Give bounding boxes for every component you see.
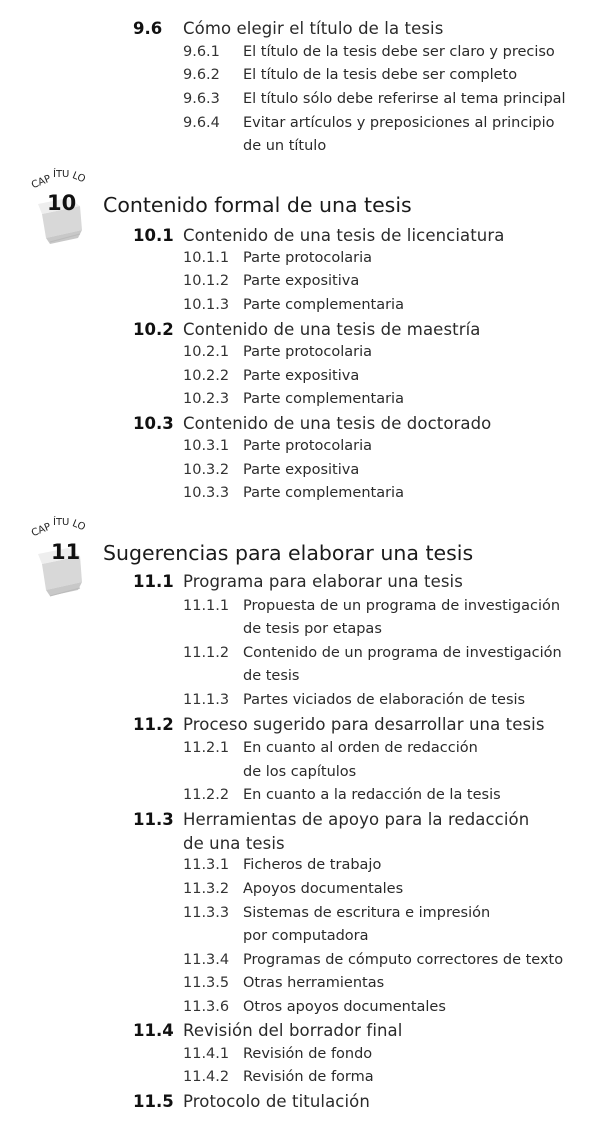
- subsection-title-continued: por computadora: [243, 928, 369, 944]
- section-title: Revisión del borrador final: [183, 1021, 403, 1040]
- section-title-continued: de una tesis: [183, 834, 285, 853]
- section-title: Proceso sugerido para desarrollar una tesis: [183, 715, 545, 734]
- svg-text:ÍTU: ÍTU: [53, 517, 70, 528]
- subsection-title: Parte protocolaria: [243, 250, 373, 266]
- subsection-title: Parte complementaria: [243, 391, 404, 407]
- section-number: 10.3: [133, 414, 174, 433]
- subsection-number: 10.2.2: [183, 368, 230, 384]
- section-title: Cómo elegir el título de la tesis: [183, 19, 444, 38]
- subsection-number: 11.2.1: [183, 740, 230, 756]
- subsection-number: 10.3.3: [183, 485, 230, 501]
- subsection-title: Otros apoyos documentales: [243, 999, 446, 1015]
- subsection-number: 10.2.3: [183, 391, 230, 407]
- subsection-number: 11.4.2: [183, 1069, 230, 1085]
- subsection-title: Sistemas de escritura e impresión: [243, 905, 491, 921]
- section-number: 9.6: [133, 19, 163, 38]
- subsection-title: Evitar artículos y preposiciones al principio: [243, 115, 555, 131]
- subsection-title: Ficheros de trabajo: [243, 857, 382, 873]
- subsection-title: Programas de cómputo correctores de texto: [243, 952, 564, 968]
- subsection-number: 11.3.2: [183, 881, 230, 897]
- subsection-title-continued: de tesis por etapas: [243, 621, 382, 637]
- subsection-title: Parte complementaria: [243, 485, 404, 501]
- subsection-title: El título de la tesis debe ser claro y preciso: [243, 44, 555, 60]
- subsection-number: 11.3.1: [183, 857, 230, 873]
- subsection-title: Parte expositiva: [243, 368, 360, 384]
- svg-text:LO: LO: [70, 518, 87, 534]
- subsection-number: 9.6.1: [183, 44, 220, 60]
- subsection-number: 10.1.2: [183, 273, 230, 289]
- subsection-title: En cuanto al orden de redacción: [243, 740, 478, 756]
- section-title: Programa para elaborar una tesis: [183, 572, 463, 591]
- subsection-number: 11.3.6: [183, 999, 230, 1015]
- subsection-title: Parte expositiva: [243, 273, 360, 289]
- subsection-number: 11.3.3: [183, 905, 230, 921]
- subsection-title-continued: de tesis: [243, 668, 300, 684]
- chapter-number: 11: [51, 540, 81, 564]
- subsection-title: En cuanto a la redacción de la tesis: [243, 787, 501, 803]
- section-number: 10.1: [133, 226, 174, 245]
- section-number: 11.2: [133, 715, 174, 734]
- subsection-number: 11.3.4: [183, 952, 230, 968]
- section-title: Protocolo de titulación: [183, 1092, 370, 1111]
- section-number: 11.4: [133, 1021, 174, 1040]
- section-number: 10.2: [133, 320, 174, 339]
- subsection-title: Contenido de un programa de investigación: [243, 645, 562, 661]
- subsection-title: Propuesta de un programa de investigación: [243, 598, 561, 614]
- subsection-number: 11.1.3: [183, 692, 230, 708]
- section-title: Contenido de una tesis de licenciatura: [183, 226, 505, 245]
- subsection-title: Parte complementaria: [243, 297, 404, 313]
- section-number: 11.1: [133, 572, 174, 591]
- chapter-number: 10: [47, 191, 77, 215]
- subsection-title: El título de la tesis debe ser completo: [243, 67, 518, 83]
- subsection-title: Revisión de fondo: [243, 1046, 373, 1062]
- section-title: Contenido de una tesis de doctorado: [183, 414, 492, 433]
- subsection-number: 11.1.1: [183, 598, 230, 614]
- subsection-number: 11.1.2: [183, 645, 230, 661]
- svg-text:CAP: CAP: [30, 521, 53, 540]
- section-number: 11.3: [133, 810, 174, 829]
- subsection-number: 10.2.1: [183, 344, 230, 360]
- subsection-number: 10.1.1: [183, 250, 230, 266]
- subsection-title: Partes viciados de elaboración de tesis: [243, 692, 526, 708]
- subsection-number: 10.3.2: [183, 462, 230, 478]
- svg-text:ÍTU: ÍTU: [53, 169, 70, 180]
- chapter-title: Contenido formal de una tesis: [103, 193, 412, 217]
- subsection-number: 9.6.4: [183, 115, 220, 131]
- subsection-title: Revisión de forma: [243, 1069, 374, 1085]
- svg-text:LO: LO: [70, 170, 87, 186]
- subsection-title: Otras herramientas: [243, 975, 385, 991]
- chapter-title: Sugerencias para elaborar una tesis: [103, 541, 474, 565]
- subsection-title: El título sólo debe referirse al tema principal: [243, 91, 566, 107]
- subsection-title: Apoyos documentales: [243, 881, 404, 897]
- section-title: Herramientas de apoyo para la redacción: [183, 810, 530, 829]
- subsection-title-continued: de los capítulos: [243, 764, 357, 780]
- subsection-title: Parte expositiva: [243, 462, 360, 478]
- svg-text:CAP: CAP: [30, 173, 53, 192]
- subsection-number: 11.4.1: [183, 1046, 230, 1062]
- section-number: 11.5: [133, 1092, 174, 1111]
- subsection-number: 10.3.1: [183, 438, 230, 454]
- section-title: Contenido de una tesis de maestría: [183, 320, 481, 339]
- subsection-title: Parte protocolaria: [243, 438, 373, 454]
- subsection-number: 11.3.5: [183, 975, 230, 991]
- subsection-number: 11.2.2: [183, 787, 230, 803]
- subsection-number: 9.6.2: [183, 67, 220, 83]
- subsection-title-continued: de un título: [243, 138, 327, 154]
- subsection-number: 10.1.3: [183, 297, 230, 313]
- subsection-title: Parte protocolaria: [243, 344, 373, 360]
- subsection-number: 9.6.3: [183, 91, 220, 107]
